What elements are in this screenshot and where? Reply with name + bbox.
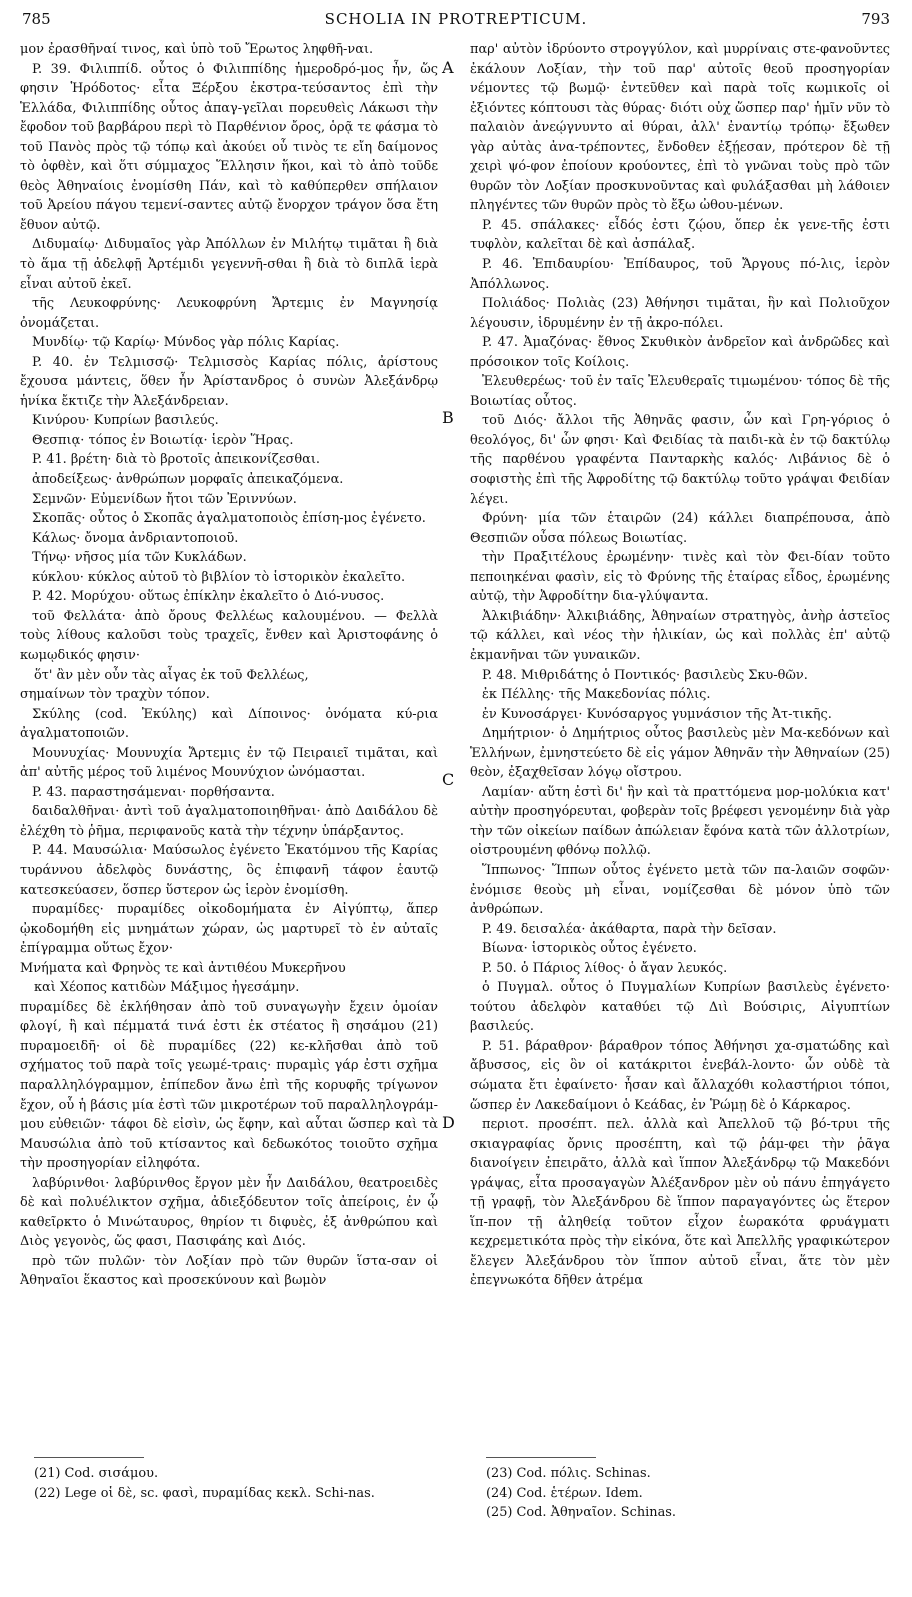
- page-number-left: 785: [22, 10, 51, 28]
- margin-letter-b: B: [442, 408, 454, 427]
- verse-quotation: ὅτ' ἂν μὲν οὖν τὰς αἶγας ἐκ τοῦ Φελλέως,: [34, 667, 309, 683]
- scholion-entry: τοῦ Φελλάτα· ἀπὸ ὄρους Φελλέως καλουμένου. — Φελλὰ τοὺς λίθους καλοῦσι τοὺς τραχεῖς, ἔνθεν καὶ Ἀριστοφάνης ὁ κωμῳδικός φησιν·: [20, 608, 438, 663]
- scholion-entry: Φρύνη· μία τῶν ἑταιρῶν (24) κάλλει διαπρέπουσα, ἀπὸ Θεσπιῶν οὖσα πόλεως Βοιωτίας.: [470, 511, 890, 546]
- scholion-entry: P. 49. δεισαλέα· ἀκάθαρτα, παρὰ τὴν δεῖσαν.: [482, 921, 777, 937]
- scholion-entry: πρὸ τῶν πυλῶν· τὸν Λοξίαν πρὸ τῶν θυρῶν ἵστα-σαν οἱ Ἀθηναῖοι ἕκαστος καὶ προσεκύνουν καὶ βωμὸν: [20, 1253, 438, 1289]
- verse-quotation: Μνήματα καὶ Φρηνὸς τε καὶ ἀντιθέου Μυκερῆνου: [20, 960, 346, 976]
- footnote: (23) Cod. πόλις. Schinas.: [486, 1466, 651, 1481]
- scholion-entry: Κάλως· ὄνομα ἀνδριαντοποιοῦ.: [32, 530, 239, 546]
- scholion-entry: τὴν Πραξιτέλους ἐρωμένην· τινὲς καὶ τὸν Φει-δίαν τοῦτο πεποιηκέναι φασὶν, εἰς τὸ Φρύνης τῆς ἑταίρας εἶδος, ἐρωμένης αὐτῷ, τὴν Ἀφροδίτην δια-γλύψαντα.: [470, 550, 890, 605]
- scholion-entry: ἐν Κυνοσάργει· Κυνόσαργος γυμνάσιον τῆς Ἀτ-τικῆς.: [482, 706, 832, 722]
- footnote-rule-right: [486, 1457, 596, 1458]
- scholion-entry: Θεσπιᾳ· τόπος ἐν Βοιωτίᾳ· ἱερὸν Ἥρας.: [32, 432, 294, 448]
- scholion-entry: P. 42. Μορύχου· οὕτως ἐπίκλην ἐκαλεῖτο ὁ Διό-νυσος.: [32, 589, 385, 605]
- scholion-entry: P. 41. βρέτη· διὰ τὸ βροτοῖς ἀπεικονίζεσθαι.: [32, 452, 320, 468]
- scholion-entry: Σεμνῶν· Εὐμενίδων ἤτοι τῶν Ἐριννύων.: [32, 491, 297, 507]
- right-column: [470, 40, 890, 1291]
- scholion-entry: σημαίνων τὸν τραχὺν τόπον.: [20, 687, 210, 703]
- scholion-entry: Λαμίαν· αὕτη ἐστὶ δι' ἣν καὶ τὰ πραττόμενα μορ-μολύκια κατ' αὐτὴν προσηγόρευται, φοβερὰν τοῖς βρέφεσι γενομένην διὰ γὰρ τὴν τῶν οἰκείων παίδων ἀπώλειαν ἔφόνα κατὰ τῶν ἀλλοτρίων, οἰστρουμένη φθόνῳ πολλῷ.: [470, 784, 890, 859]
- scholion-entry: δαιδαλθῆναι· ἀντὶ τοῦ ἀγαλματοποιηθῆναι· ἀπὸ Δαιδάλου δὲ ἐλέχθη τὸ ῥῆμα, περιφανοῦς κατὰ τὴν τέχνην ὑπάρξαντος.: [20, 804, 438, 839]
- footnote-rule-left: [34, 1457, 144, 1458]
- scholion-entry: P. 47. Ἀμαζόνας· ἔθνος Σκυθικὸν ἀνδρεῖον καὶ ἀνδρῶδες καὶ πρόσοικον τοῖς Κοίλοις.: [470, 335, 890, 370]
- scholion-entry: ἐκ Πέλλης· τῆς Μακεδονίας πόλις.: [482, 687, 711, 703]
- scholion-entry: P. 40. ἐν Τελμισσῷ· Τελμισσὸς Καρίας πόλις, ἀρίστους ἔχουσα μάντεις, ὅθεν ἦν Ἀρίστανδρος ὁ συνὼν Ἀλεξάνδρῳ ἡνίκα ἔκτιζε τὴν Ἀλεξάνδρειαν.: [20, 354, 438, 409]
- scholion-entry: περιοτ. προσέπτ. πελ. ἀλλὰ καὶ Ἀπελλοῦ τῷ βό-τρυι τῆς σκιαγραφίας ὄρνις προσέπτη, καὶ τῷ ῥάμ-φει τὴν ῥᾶγα διανοίγειν ἐπειρᾶτο, ἀλλὰ καὶ ἵππον Ἀλεξάνδρῳ τῷ Μακεδόνι γράψας, εἶτα προσαγαγὼν Ἀλέξανδρον μὲν οὐ πάνυ ἐπηγάγετο τῇ γραφῇ, τὸν Ἀλεξάνδρου δὲ ἵππον παραγαγόντες ὡς ἕτερον ἵπ-πον τῇ ἀληθείᾳ τοῦτον εἶχον ἑωρακότα φρυάγματι κεχρεμετικότα πρὸς τὴν εἰκόνα, ὅτε καὶ Ἀπελλῆς γραφικώτερον ἔλεγεν Ἀλεξάνδρου τὸν ἵππον αὐτοῦ εἶναι, ἅτε τὸν μὲν ἐπεγνωκότα δῆθεν ἀτρέμα: [470, 1117, 890, 1289]
- footnotes-left: [34, 1464, 434, 1503]
- scholion-entry: P. 44. Μαυσώλια· Μαύσωλος ἐγένετο Ἑκατόμνου τῆς Καρίας τυράννου ἀδελφὸς δυνάστης, ὃς ἐπιφανῆ τάφον ἑαυτῷ κατεσκεύασεν, ὅσπερ ὕστερον ὡς ἱερὸν ἐνομίσθη.: [20, 843, 438, 898]
- running-header: [22, 10, 890, 32]
- page-number-right: 793: [861, 10, 890, 28]
- scholion-entry: Σκοπᾶς· οὗτος ὁ Σκοπᾶς ἀγαλματοποιὸς ἐπίση-μος ἐγένετο.: [32, 511, 426, 527]
- footnotes-right: [486, 1464, 886, 1523]
- scholion-entry: Τήνῳ· νῆσος μία τῶν Κυκλάδων.: [32, 550, 247, 566]
- scholion-entry: τοῦ Διός· ἄλλοι τῆς Ἀθηνᾶς φασιν, ὧν καὶ Γρη-γόριος ὁ θεολόγος, δι' ὧν φησι· Καὶ Φειδίας τὰ παιδι-κὰ ἐν τῷ δακτύλῳ τῆς παρθένου γραφέντα Πανταρκὴς καλός· Λιβάνιος δὲ ὁ σοφιστὴς ἐπὶ τῆς Ἀφροδίτης τῷ δακτύλῳ τοῦτο γράψαι Φειδίαν λέγει.: [470, 413, 890, 507]
- scholion-entry: κύκλου· κύκλος αὐτοῦ τὸ βιβλίον τὸ ἱστορικὸν ἐκαλεῖτο.: [32, 569, 406, 585]
- scholion-entry: Πολιάδος· Πολιὰς (23) Ἀθήνησι τιμᾶται, ἣν καὶ Πολιοῦχον λέγουσιν, ἱδρυμένην ἐν τῇ ἀκρο-πόλει.: [470, 296, 890, 331]
- scholion-entry: ἀποδείξεως· ἀνθρώπων μορφαῖς ἀπεικαζόμενα.: [32, 472, 344, 488]
- scholion-entry: μον ἐρασθῆναί τινος, καὶ ὑπὸ τοῦ Ἔρωτος ληφθῆ-ναι.: [20, 42, 374, 57]
- margin-letter-c: C: [442, 770, 455, 789]
- scholion-entry: Κινύρου· Κυπρίων βασιλεύς.: [32, 413, 219, 429]
- scholion-entry: παρ' αὐτὸν ἱδρύοντο στρογγύλον, καὶ μυρρίναις στε-φανοῦντες ἐκάλουν Λοξίαν, τὴν τοῦ παρ' αὐτοῖς θεοῦ προσηγορίαν νέμοντες τῷ βωμῷ· ἐντεῦθεν καὶ παρὰ τοῖς κωμικοῖς οἱ ἐξιόντες κόπτουσι τὰς θύρας· διότι οὐχ ὥσπερ παρ' ἡμῖν νῦν τὸ παλαιὸν ἀνεῴγνυντο αἱ θύραι, ἀλλ' ἐναντίῳ τρόπῳ· ἔξωθεν γὰρ αὐτὰς ἀνα-τρέποντες, ἔνδοθεν ἐξῄεσαν, πρότερον δὲ τῇ χειρὶ ψό-φον ἐποίουν κρούοντες, ἐπὶ τὸ γνῶναι τοὺς πρὸ τῶν θυρῶν τὸν Λοξίαν προσκυνοῦντας καὶ φυλάξασθαι μὴ λάθοιεν πληγέντες τῶν θυρῶν πρὸς τὸ ἔξω ὠθου-μένων.: [470, 42, 890, 214]
- verse-quotation: καὶ Χέοπος κατιδὼν Μάξιμος ἠγεσάμην.: [34, 980, 300, 996]
- footnote: (25) Cod. Ἀθηναῖον. Schinas.: [486, 1505, 676, 1520]
- scholion-entry: Διδυμαίῳ· Διδυμαῖος γὰρ Ἀπόλλων ἐν Μιλήτῳ τιμᾶται ἢ διὰ τὸ ἅμα τῇ ἀδελφῇ Ἀρτέμιδι γεγεννῆ-σθαι ἢ διὰ τὸ διπλᾶ ἱερὰ εἶναι αὐτοῦ ἐκεῖ.: [20, 237, 438, 292]
- scholion-entry: τῆς Λευκοφρύνης· Λευκοφρύνη Ἄρτεμις ἐν Μαγνησίᾳ ὀνομάζεται.: [20, 296, 438, 331]
- footnote: (24) Cod. ἑτέρων. Idem.: [486, 1485, 643, 1501]
- scholion-entry: Ἀλκιβιάδην· Ἀλκιβιάδης, Ἀθηναίων στρατηγὸς, ἀνὴρ ἀστεῖος τῷ κάλλει, καὶ νέος τὴν ἡλικίαν, ὡς καὶ πολλὰς ἐπ' αὐτῷ ἐκμανῆναι τῶν γυναικῶν.: [470, 608, 890, 663]
- scholion-entry: λαβύρινθοι· λαβύρινθος ἔργον μὲν ἦν Δαιδάλου, θεατροειδὲς δὲ καὶ πολυέλικτον σχῆμα, ἀδιεξόδευτον τοῖς ἀπείροις, ἐν ᾧ καθεῖρκτο ὁ Μινώταυρος, θηρίον τι διφυὲς, ἐξ ἀνθρώπου καὶ Διὸς γεγονὸς, ὥς φασι, Πασιφάης καὶ Διός.: [20, 1175, 438, 1250]
- left-column: [20, 40, 438, 1291]
- scholion-entry: ὁ Πυγμαλ. οὗτος ὁ Πυγμαλίων Κυπρίων βασιλεὺς ἐγένετο· τούτου ἀδελφὸν καταθύει τῷ Διὶ Βούσιρις, Αἰγυπτίων βασιλεύς.: [470, 980, 890, 1035]
- scholion-entry: Ἵππωνος· Ἵππων οὗτος ἐγένετο μετὰ τῶν πα-λαιῶν σοφῶν· ἐνόμισε θεοὺς μὴ εἶναι, νομίζεσθαι δὲ μόνον ὑπὸ τῶν ἀνθρώπων.: [470, 862, 890, 918]
- scholion-entry: P. 50. ὁ Πάριος λίθος· ὁ ἄγαν λευκός.: [482, 960, 728, 976]
- scholion-entry: πυραμίδες· πυραμίδες οἰκοδομήματα ἐν Αἰγύπτῳ, ἅπερ ᾠκοδομήθη εἰς μνημάτων χώραν, ὡς μαρτυρεῖ τὸ ἐν αὐταῖς ἐπίγραμμα οὕτως ἔχον·: [20, 902, 438, 957]
- scholion-entry: P. 46. Ἐπιδαυρίου· Ἐπίδαυρος, τοῦ Ἄργους πό-λις, ἱερὸν Ἀπόλλωνος.: [470, 257, 890, 292]
- footnote: (21) Cod. σισάμου.: [34, 1466, 159, 1481]
- scholion-entry: Σκύλης (cod. Ἐκύλης) καὶ Δίποινος· ὀνόματα κύ-ρια ἀγαλματοποιῶν.: [20, 706, 438, 742]
- scholion-entry: P. 39. Φιλιππίδ. οὗτος ὁ Φιλιππίδης ἡμεροδρό-μος ἦν, ὥς φησιν Ἡρόδοτος· εἶτα Ξέρξου ἐκστρα-τεύσαντος ἐπὶ τὴν Ἑλλάδα, Φιλιππίδης οὗτος ἀπαγ-γεῖλαι πορευθεὶς Λάκωσι τὴν ἔφοδον τοῦ βαρβάρου περὶ τὸ Παρθένιον ὄρος, ὁρᾷ τε φάσμα τὸ τοῦ Πανὸς πρὸς τῷ τόπῳ καὶ ἀκούει οὗ τινὸς τε εἴη δαίμονος τὸ ὀφθὲν, καὶ ὅτι σύμμαχος Ἕλλησιν ἥκοι, καὶ τὸ ἀπὸ τοῦδε θεὸς Ἀθηναίοις ἐνομίσθη Πάν, καὶ τὸ καθύπερθεν σπήλαιον τοῦ Ἀρείου πάγου τεμενί-σαντες αὐτῷ ἔνορχον τράγον ὅσα ἔτη ἔθυον αὐτῷ.: [20, 61, 438, 233]
- scholion-entry: Ἐλευθερέως· τοῦ ἐν ταῖς Ἐλευθεραῖς τιμωμένου· τόπος δὲ τῆς Βοιωτίας οὗτος.: [470, 374, 891, 409]
- scholion-entry: P. 48. Μιθριδάτης ὁ Ποντικός· βασιλεὺς Σκυ-θῶν.: [482, 667, 808, 683]
- scholion-entry: Δημήτριον· ὁ Δημήτριος οὗτος βασιλεὺς μὲν Μα-κεδόνων καὶ Ἑλλήνων, ἐμνηστεύετο δὲ εἰς γάμον Ἀθηνᾶν τὴν Ἀθηναίων (25) θεὸν, ἐξαχθεῖσαν λόγῳ οἴστρου.: [470, 726, 890, 781]
- scholion-entry: Βίωνα· ἱστορικὸς οὗτος ἐγένετο.: [482, 941, 697, 957]
- footnote: (22) Lege οἱ δὲ, sc. φασὶ, πυραμίδας κεκλ. Schi-nas.: [34, 1485, 375, 1501]
- page-title: SCHOLIA IN PROTREPTICUM.: [324, 10, 588, 28]
- scholion-entry: Μυνδίῳ· τῷ Καρίῳ· Μύνδος γὰρ πόλις Καρίας.: [32, 335, 340, 351]
- scholion-entry: Μουνυχίας· Μουνυχία Ἄρτεμις ἐν τῷ Πειραιεῖ τιμᾶται, καὶ ἀπ' αὐτῆς μέρος τοῦ λιμένος Μουνύχιον ὠνόμασται.: [20, 745, 438, 781]
- scholion-entry: P. 51. βάραθρον· βάραθρον τόπος Ἀθήνησι χα-σματώδης καὶ ἄβυσσος, εἰς ὃν οἱ κατάκριτοι ἐνεβάλ-λοντο· ὧν οὐδὲ τὰ σώματα ἔτι ἐφαίνετο· ἦσαν καὶ ἄλλαχόθι κολαστήριοι τόποι, ὥσπερ ἐν Λακεδαίμονι ὁ Κεάδας, ἐν Ῥώμῃ δὲ ὁ Κάρκαρος.: [470, 1038, 890, 1113]
- scholion-entry: P. 45. σπάλακες· εἶδός ἐστι ζῴου, ὅπερ ἐκ γενε-τῆς ἐστι τυφλὸν, καλεῖται δὲ καὶ ἀσπάλαξ.: [470, 217, 890, 253]
- margin-letter-d: D: [442, 1113, 455, 1132]
- scholion-entry: P. 43. παραστησάμεναι· πορθήσαντα.: [32, 784, 275, 800]
- scholion-entry: πυραμίδες δὲ ἐκλήθησαν ἀπὸ τοῦ συναγωγὴν ἔχειν ὁμοίαν φλογί, ἢ καὶ πέμματά τινά ἐστι ἐκ στέατος ἢ σησάμου (21) πυραμοειδῆ· οἱ δὲ πυραμίδες (22) κε-κλῆσθαι ἀπὸ τοῦ σχήματος τοῦ παρὰ τοῖς γεωμέ-τραις· πυραμὶς γάρ ἐστι σχῆμα παραλληλόγραμμον, ἐπίπεδον ἄνω ἐπὶ τῆς κορυφῆς τρίγωνον ἔχον, οὗ ἡ βάσις μία ἐστὶ τῶν μικροτέρων τοῦ παραλληλογράμ-μου εὐθειῶν· τάφοι δὲ εἰσὶν, ὡς ἔφην, καὶ αὗται ὥσπερ καὶ τὰ Μαυσώλια ἀπὸ τοῦ κτίσαντος καὶ δεδωκότος τοιοῦτο σχῆμα τὴν προσηγορίαν εἰληφότα.: [20, 999, 438, 1172]
- margin-letter-a: A: [442, 58, 454, 77]
